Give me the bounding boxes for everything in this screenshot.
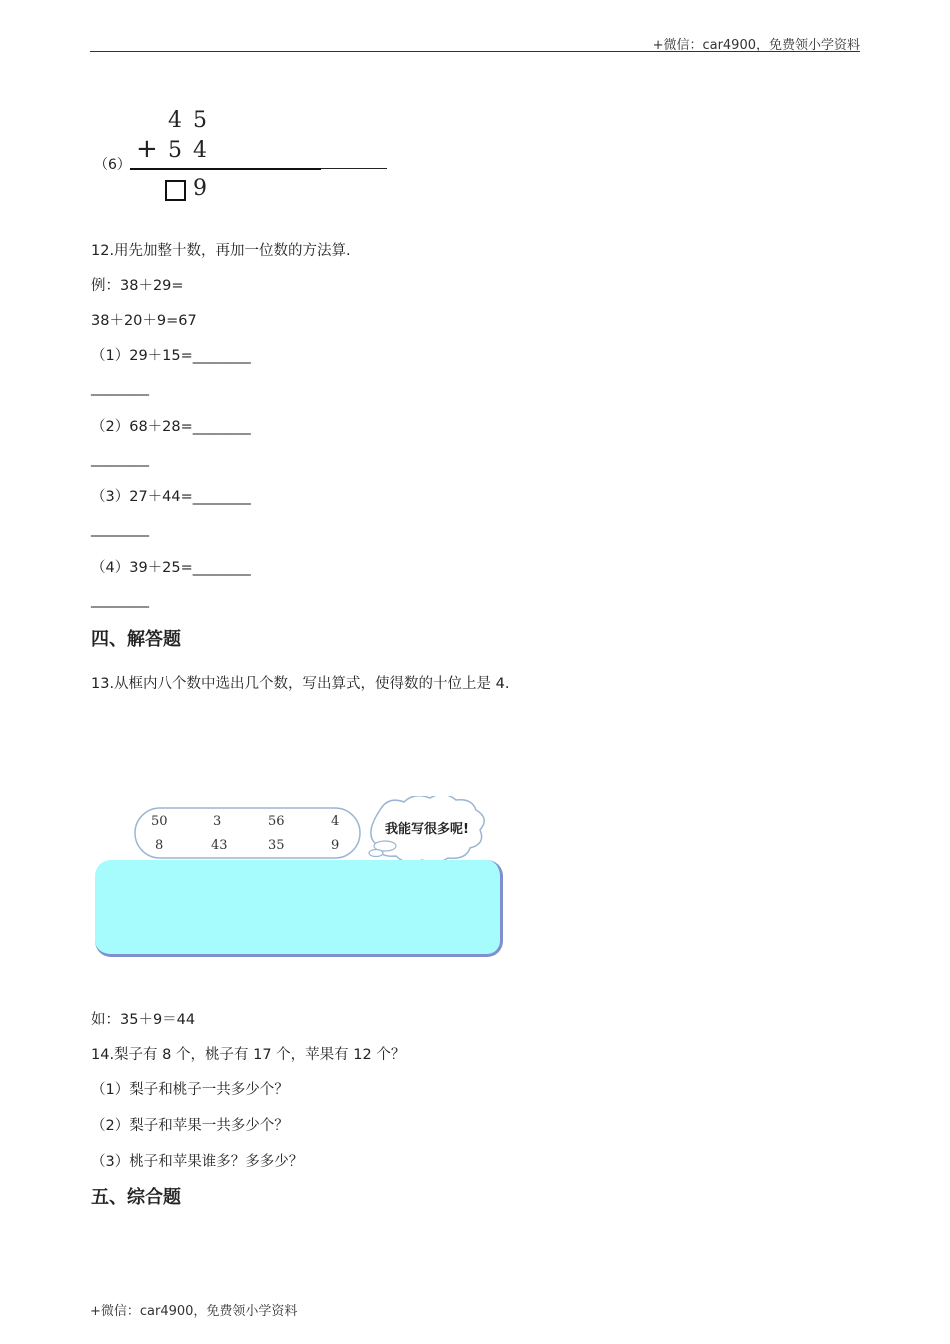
second-ones-digit: 4 bbox=[193, 138, 207, 163]
q12-item-2[interactable]: （2）68＋28=________ bbox=[91, 419, 251, 435]
page-header-text: +微信：car4900，免费领小学资料 bbox=[652, 38, 860, 53]
q12-example: 例：38＋29= bbox=[91, 278, 184, 294]
top-tens-digit: 4 bbox=[168, 108, 182, 133]
q13-title: 13.从框内八个数中选出几个数，写出算式，使得数的十位上是 4. bbox=[91, 676, 510, 692]
number-box-outline bbox=[135, 808, 360, 858]
q12-item-3-blank[interactable]: ________ bbox=[91, 521, 149, 537]
speech-bubble-text: 我能写很多呢! bbox=[385, 822, 469, 837]
header-divider bbox=[90, 51, 860, 52]
q12-example-steps: 38＋20＋9=67 bbox=[91, 313, 197, 329]
missing-digit-box[interactable] bbox=[165, 180, 186, 201]
number-option: 43 bbox=[211, 838, 228, 853]
thought-dot-small bbox=[369, 850, 383, 857]
plus-sign: + bbox=[136, 134, 158, 164]
q14-item-2: （2）梨子和苹果一共多少个？ bbox=[91, 1118, 289, 1134]
second-tens-digit: 5 bbox=[168, 138, 182, 163]
q12-item-4[interactable]: （4）39＋25=________ bbox=[91, 560, 251, 576]
q12-item-3[interactable]: （3）27＋44=________ bbox=[91, 489, 251, 505]
number-option: 8 bbox=[155, 838, 164, 853]
q12-item-4-blank[interactable]: ________ bbox=[91, 592, 149, 608]
number-option: 35 bbox=[268, 838, 285, 853]
q12-title: 12.用先加整十数，再加一位数的方法算. bbox=[91, 243, 351, 259]
page-footer-text: +微信：car4900，免费领小学资料 bbox=[90, 1304, 298, 1319]
q12-item-2-blank[interactable]: ________ bbox=[91, 451, 149, 467]
q12-item-1[interactable]: （1）29＋15=________ bbox=[91, 348, 251, 364]
vertical-addition-problem bbox=[90, 100, 330, 210]
section-5-heading: 五、综合题 bbox=[91, 1187, 181, 1208]
section-4-heading: 四、解答题 bbox=[91, 629, 181, 650]
number-option: 50 bbox=[151, 814, 168, 829]
number-option: 4 bbox=[331, 814, 340, 829]
q14-title: 14.梨子有 8 个，桃子有 17 个，苹果有 12 个？ bbox=[91, 1047, 406, 1063]
number-option: 56 bbox=[268, 814, 285, 829]
answer-writing-area[interactable] bbox=[95, 860, 503, 957]
result-ones-digit: 9 bbox=[193, 176, 207, 201]
sum-line bbox=[130, 168, 321, 170]
answer-blank[interactable] bbox=[321, 168, 387, 169]
number-choice-illustration bbox=[95, 796, 510, 962]
number-option: 9 bbox=[331, 838, 340, 853]
q13-example: 如：35＋9＝44 bbox=[91, 1012, 196, 1028]
q14-item-1: （1）梨子和桃子一共多少个？ bbox=[91, 1082, 289, 1098]
problem-label: （6） bbox=[94, 157, 131, 173]
q12-item-1-blank[interactable]: ________ bbox=[91, 380, 149, 396]
top-ones-digit: 5 bbox=[193, 108, 207, 133]
q14-item-3: （3）桃子和苹果谁多？多多少？ bbox=[91, 1154, 304, 1170]
number-option: 3 bbox=[213, 814, 222, 829]
